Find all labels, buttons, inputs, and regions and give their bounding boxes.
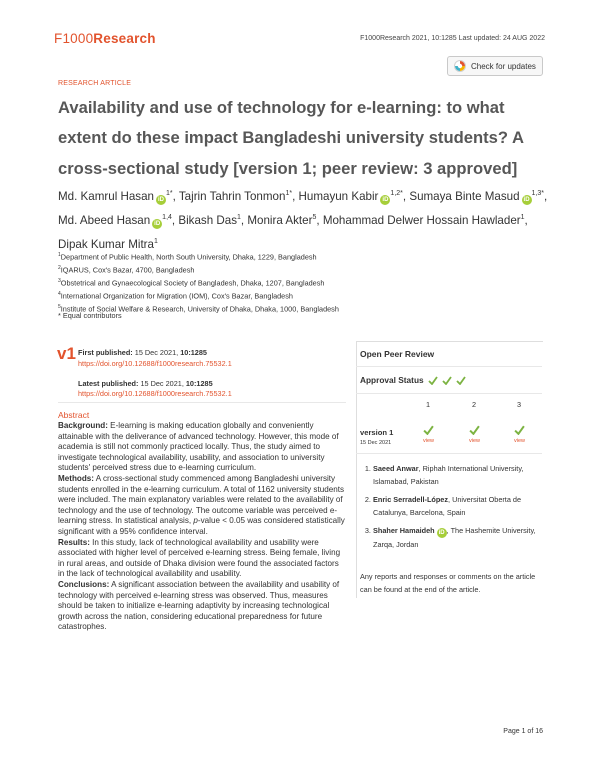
approved-check-icon [423, 425, 434, 435]
logo-prefix: F1000 [54, 31, 94, 46]
reviewer-affiliation: , The Hashemite University, Zarqa, Jordan [373, 526, 536, 549]
author-affiliation-sup: 1 [520, 214, 525, 222]
affiliation-text: Obstetrical and Gynaecological Society of Bangladesh, Dhaka, 1207, Bangladesh [60, 278, 325, 288]
author-list [58, 183, 558, 255]
abstract-methods [58, 474, 346, 538]
author-name[interactable]: Monira Akter [247, 214, 313, 228]
affiliation-text: International Organization for Migration (IOM), Cox's Bazar, Bangladesh [60, 291, 293, 301]
divider [356, 453, 542, 454]
author-separator: , [240, 214, 248, 228]
latest-published-date: 15 Dec 2021, [140, 378, 186, 388]
approved-check-icon [428, 376, 438, 385]
affiliation-number: 4 [58, 291, 61, 298]
reviewer-name[interactable]: Enric Serradell-López [373, 495, 449, 504]
approved-check-icon [514, 425, 525, 435]
author-name[interactable]: Mohammad Delwer Hossain Hawlader [322, 214, 521, 228]
author-affiliation-sup: 1* [285, 190, 293, 197]
reviewer-item [373, 524, 542, 551]
affiliation-text: Institute of Social Welfare & Research, University of Dhaka, Dhaka, 1000, Bangladesh [60, 304, 339, 314]
author-separator: , [316, 214, 323, 228]
author-affiliation-sup: 5 [312, 214, 317, 222]
view-report-3-link[interactable]: view [514, 438, 526, 444]
orcid-icon[interactable]: iD [154, 221, 161, 228]
latest-published-doi-link[interactable]: https://doi.org/10.12688/f1000research.75532.1 [78, 389, 232, 399]
results-text: In this study, lack of technological availability and usability were associated with higher level of perceived e-learning stress. Being female, living in rural areas, and outside of Dhaka division were found the associated factors in the lack of technological availability and usability. [58, 537, 341, 579]
author-name[interactable]: Md. Kamrul Hasan [58, 189, 155, 203]
check-for-updates-label: Check for updates [471, 61, 536, 71]
author-separator: , [292, 189, 299, 203]
divider [356, 393, 542, 394]
abstract-heading: Abstract [58, 410, 90, 420]
first-published-date: 15 Dec 2021, [134, 348, 181, 357]
background-text: E-learning is making education globally and conveniently attainable with the deliverance of advanced technology. However, this mode of academia is still not commonly practiced locally. Thus, the study aimed to investigate technological availability, usability, and association to university students' perceived stress due to e-learning curriculum. [58, 421, 339, 473]
reviewer-column-1: 1 [426, 400, 431, 409]
author-separator: , [402, 189, 410, 203]
approval-status-label: Approval Status [360, 375, 424, 385]
logo-suffix: Research [93, 31, 156, 46]
reviewer-name[interactable]: Shaher Hamaideh [373, 526, 435, 535]
article-type: RESEARCH ARTICLE [58, 80, 132, 87]
divider [356, 366, 542, 367]
affiliation-item [58, 263, 558, 276]
version-1-date: 15 Dec 2021 [360, 440, 392, 446]
affiliation-item [58, 276, 558, 289]
reviewer-affiliation: , Riphah International University, Islamabad, Pakistan [373, 464, 524, 486]
equal-contributors-note: * Equal contributors [58, 311, 122, 320]
reviewer-item [373, 493, 542, 519]
abstract-background [58, 421, 346, 474]
author-name[interactable]: Md. Abeed Hasan [58, 214, 151, 228]
methods-text-2: -value < 0.05 was considered statistically significant with a 95% confidence interval. [58, 516, 345, 536]
author-separator: , [524, 214, 528, 228]
reviewer-column-2: 2 [472, 400, 477, 409]
orcid-icon[interactable]: iD [158, 196, 165, 203]
page-number: Page 1 of 16 [503, 728, 543, 735]
first-published-doi-link[interactable]: https://doi.org/10.12688/f1000research.75532.1 [78, 358, 232, 368]
reviewer-list [360, 462, 542, 556]
latest-published-label: Latest published: [78, 378, 139, 388]
affiliation-number: 2 [58, 265, 61, 272]
author-name[interactable]: Dipak Kumar Mitra [58, 238, 154, 252]
latest-published-ref: 10:1285 [185, 378, 213, 388]
divider [58, 402, 346, 403]
affiliation-number: 5 [58, 304, 61, 311]
peer-review-title: Open Peer Review [360, 349, 435, 359]
abstract-body [58, 421, 346, 633]
conclusions-label: Conclusions: [58, 579, 110, 589]
affiliation-text: IQARUS, Cox's Bazar, 4700, Bangladesh [60, 265, 195, 275]
version-label: v1 [57, 344, 76, 363]
abstract-conclusions [58, 580, 346, 633]
affiliation-item [58, 289, 558, 302]
background-label: Background: [58, 421, 108, 430]
conclusions-text: A significant association between the availability and usability of technology with perceived e-learning stress was observed. Thus, measures should be taken to initialize e-learning adaptivity by increasing technological growth across the nation, considering educational preparedness for future catastrophes. [58, 579, 340, 632]
first-published-label: First published: [78, 348, 133, 357]
approved-check-icon [442, 376, 452, 385]
author-name[interactable]: Humayun Kabir [298, 189, 379, 203]
methods-label: Methods: [58, 473, 94, 483]
view-report-2-link[interactable]: view [469, 438, 481, 444]
reviewer-item [373, 462, 542, 488]
crossmark-icon [454, 60, 466, 72]
reviewer-affiliation: , Universitat Oberta de Catalunya, Barcelona, Spain [373, 495, 522, 517]
author-affiliation-sup: 1,3* [531, 190, 545, 197]
affiliation-item [58, 302, 558, 315]
orcid-icon[interactable]: iD [523, 196, 530, 203]
reports-note: Any reports and responses or comments on the article can be found at the end of the article. [360, 572, 536, 594]
article-title: Availability and use of technology for e-learning: to what extent do these impact Bangladeshi university students? A cross-sectional study [version 1; peer review: 3 approved] [58, 98, 524, 178]
publication-info [78, 348, 232, 400]
reviewer-name[interactable]: Saeed Anwar [373, 464, 419, 473]
affiliation-number: 1 [58, 252, 61, 258]
methods-p: p [193, 516, 198, 526]
results-label: Results: [58, 537, 90, 547]
approved-check-icon [456, 376, 466, 385]
check-for-updates-button[interactable] [447, 56, 543, 76]
author-separator: , [172, 189, 179, 203]
journal-logo[interactable] [54, 31, 156, 46]
abstract-results [58, 538, 346, 580]
author-affiliation-sup: 1,4 [162, 214, 172, 222]
affiliation-list [58, 250, 558, 315]
author-affiliation-sup: 1 [154, 238, 158, 246]
affiliation-item [58, 250, 558, 263]
version-1-label: version 1 [360, 428, 394, 437]
citation-header: F1000Research 2021, 10:1285 Last updated: 24 AUG 2022 [360, 35, 545, 42]
methods-text: A cross-sectional study commenced among Bangladeshi university students enrolled in the e-learning curriculum. A total of 1162 university students were included. The main explanatory variables were related to the availability of technology and the use of technology. The outcome variable was perceived e-learning stress. In statistical analysis, [58, 473, 344, 526]
author-separator: , [171, 214, 179, 228]
author-affiliation-sup: 1 [237, 214, 241, 222]
approved-check-icon [469, 425, 480, 435]
author-name[interactable]: Sumaya Binte Masud [409, 189, 520, 203]
author-separator: , [544, 189, 548, 203]
reviewer-column-3: 3 [517, 400, 522, 409]
author-name[interactable]: Tajrin Tahrin Tonmon [178, 189, 286, 203]
approval-status [360, 375, 466, 385]
affiliation-text: Department of Public Health, North South University, Dhaka, 1229, Bangladesh [60, 252, 317, 262]
orcid-icon[interactable]: iD [382, 196, 389, 203]
orcid-icon[interactable]: iD [438, 530, 445, 536]
affiliation-number: 3 [58, 278, 61, 285]
view-report-1-link[interactable]: view [423, 438, 435, 444]
author-affiliation-sup: 1,2* [390, 190, 403, 197]
author-affiliation-sup: 1* [166, 190, 173, 197]
first-published-ref: 10:1285 [180, 348, 207, 357]
author-name[interactable]: Bikash Das [178, 214, 237, 228]
